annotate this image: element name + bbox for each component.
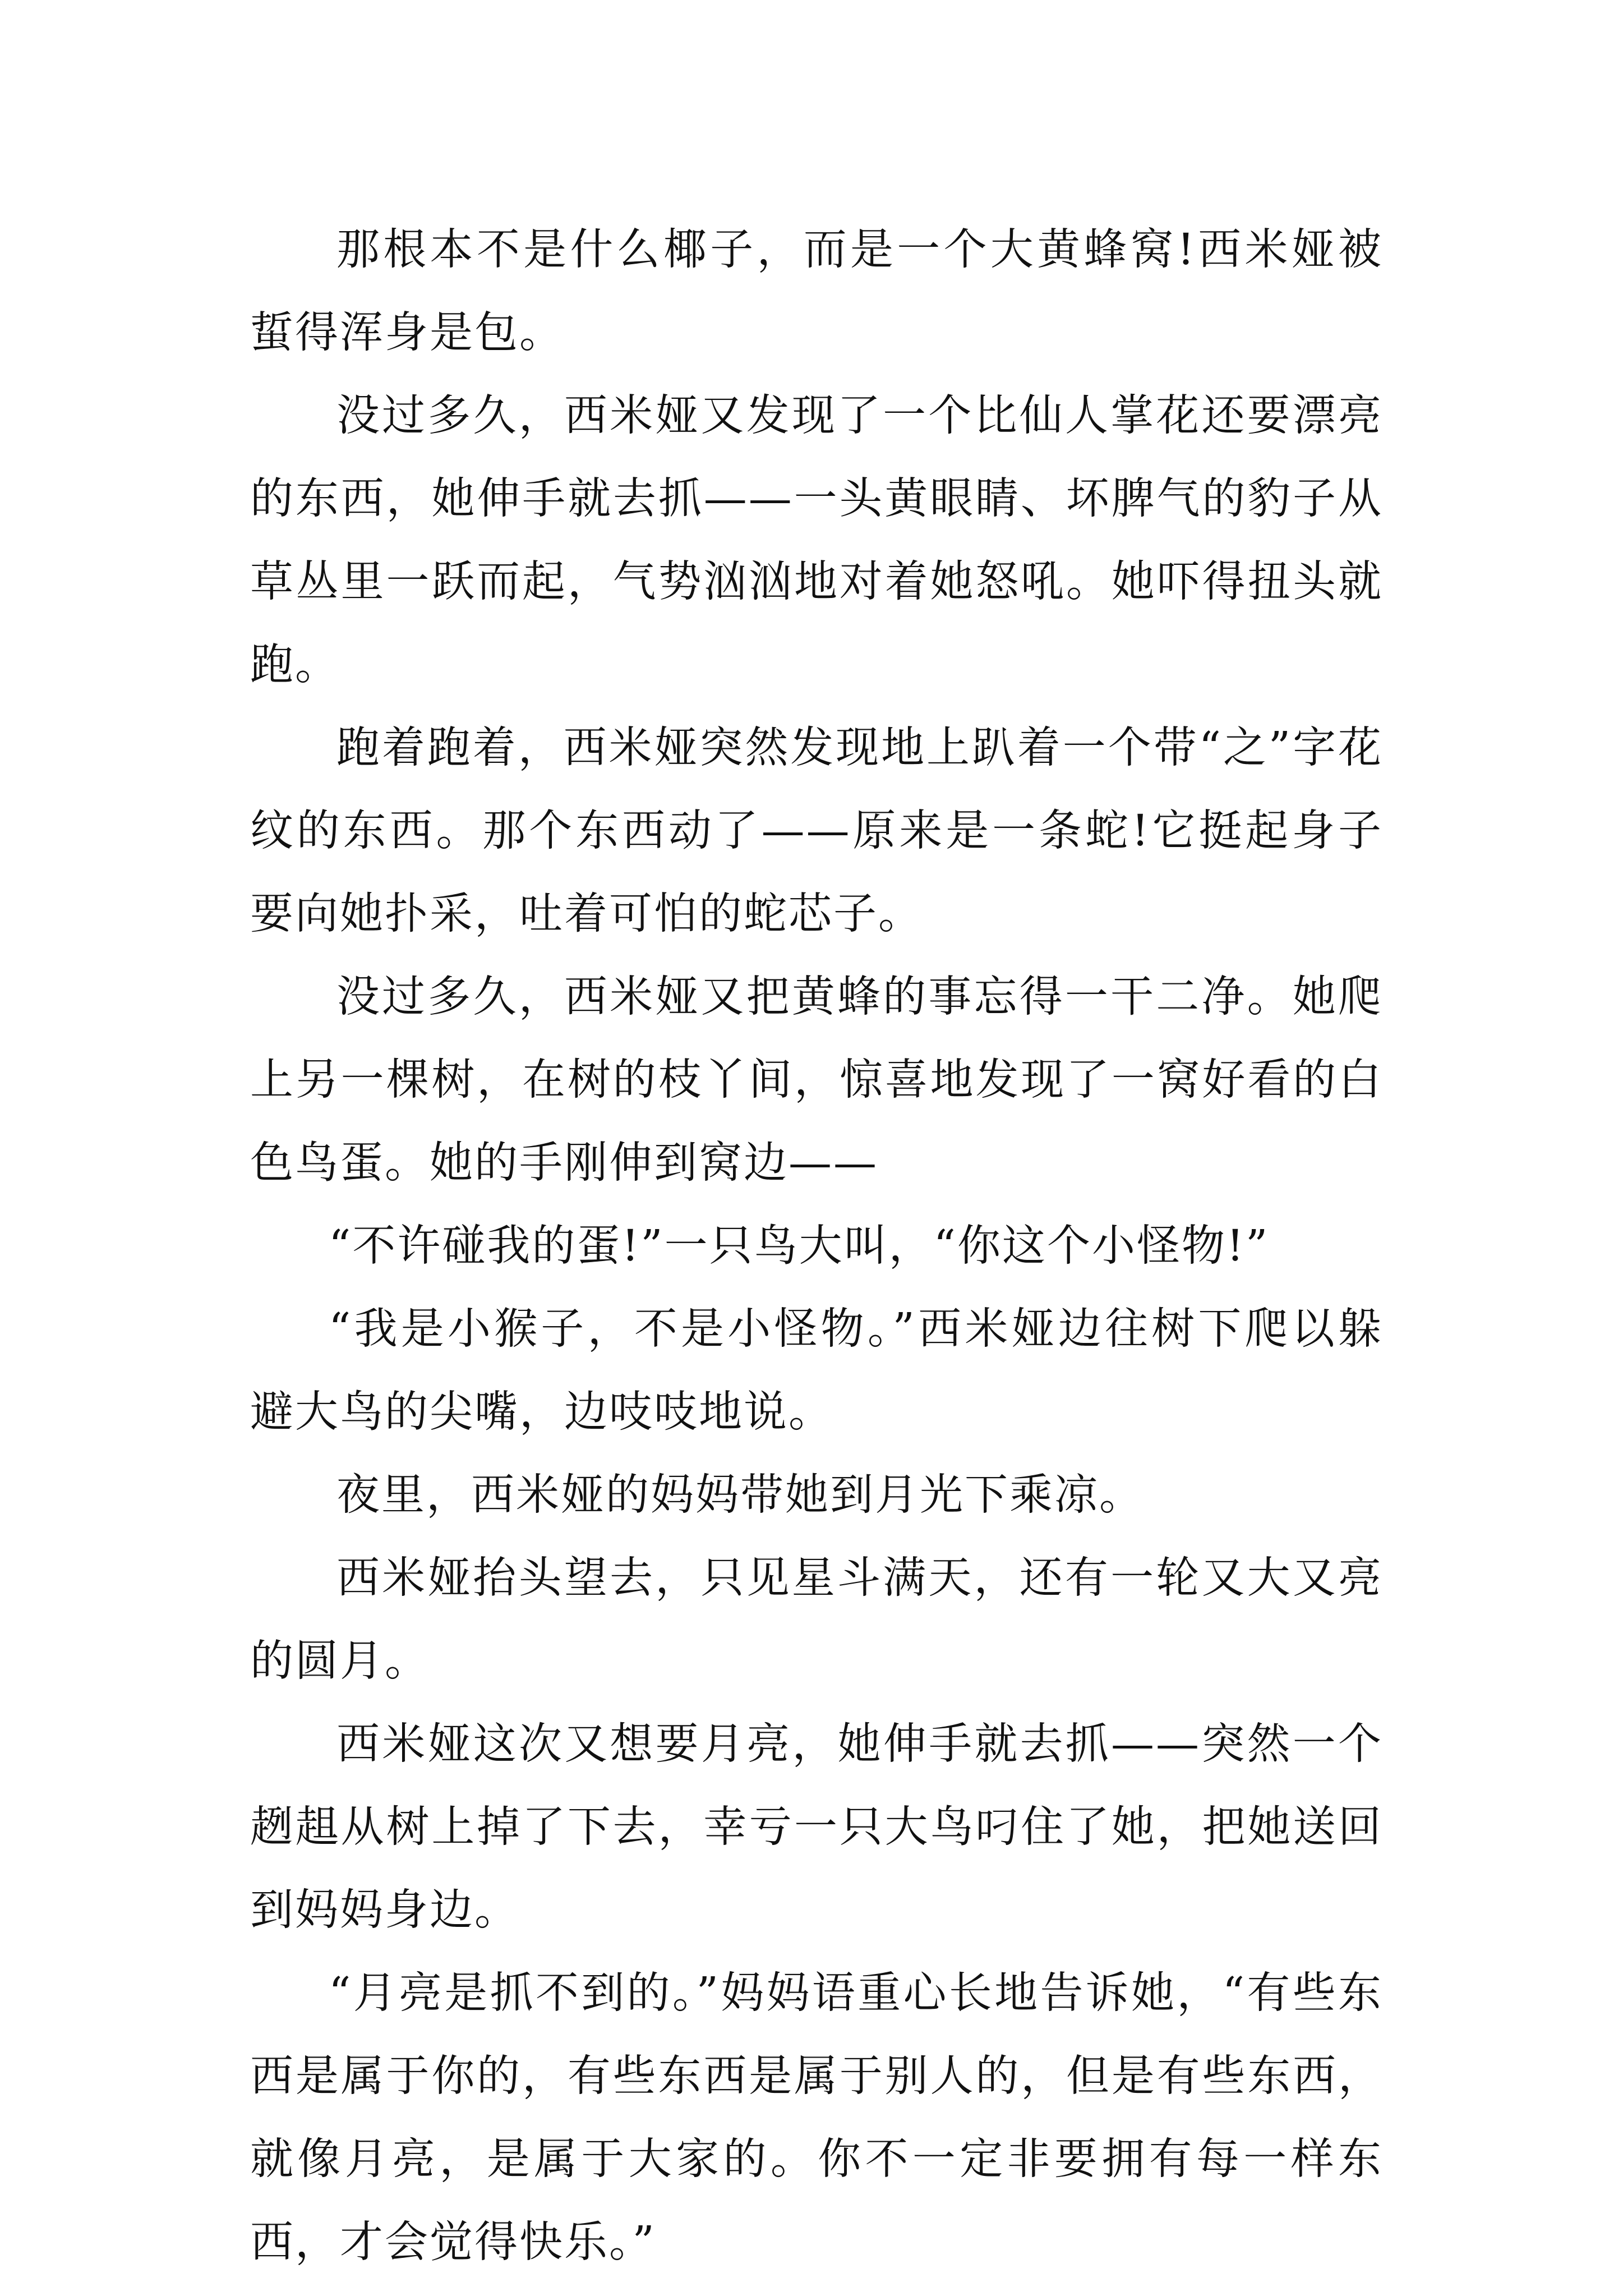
story-text [250,209,1383,2284]
paragraph: 没过多久，西米娅又把黄蜂的事忘得一干二净。她爬上另一棵树，在树的枝丫间，惊喜地发现了一窝好看的白色鸟蛋。她的手刚伸到窝边—— [250,972,1383,1188]
paragraph: 没过多久，西米娅又发现了一个比仙人掌花还要漂亮的东西，她伸手就去抓——一头黄眼睛、坏脾气的豹子从草丛里一跃而起，气势汹汹地对着她怒吼。她吓得扭头就跑。 [250,391,1383,690]
paragraph: “不许碰我的蛋!”一只鸟大叫，“你这个小怪物!” [329,1221,1270,1271]
paragraph: 跑着跑着，西米娅突然发现地上趴着一个带“之”字花纹的东西。那个东西动了——原来是一条蛇!它挺起身子要向她扑采，吐着可怕的蛇芯子。 [250,723,1383,939]
paragraph: 夜里，西米娅的妈妈带她到月光下乘凉。 [336,1470,1144,1520]
paragraph: 西米娅这次又想要月亮，她伸手就去抓——突然一个趔趄从树上掉了下去，幸亏一只大鸟叼住了她，把她送回到妈妈身边。 [250,1719,1383,1935]
paragraph: “月亮是抓不到的。”妈妈语重心长地告诉她，“有些东西是属于你的，有些东西是属于别人的，但是有些东西，就像月亮，是属于大家的。你不一定非要拥有每一样东西，才会觉得快乐。” [250,1968,1383,2267]
paragraph: “我是小猴子，不是小怪物。”西米娅边往树下爬以躲避大鸟的尖嘴，边吱吱地说。 [250,1304,1383,1437]
paragraph: 那根本不是什么椰子，而是一个大黄蜂窝!西米娅被蜇得浑身是包。 [250,225,1383,358]
paragraph: 西米娅抬头望去，只见星斗满天，还有一轮又大又亮的圆月。 [250,1553,1383,1686]
